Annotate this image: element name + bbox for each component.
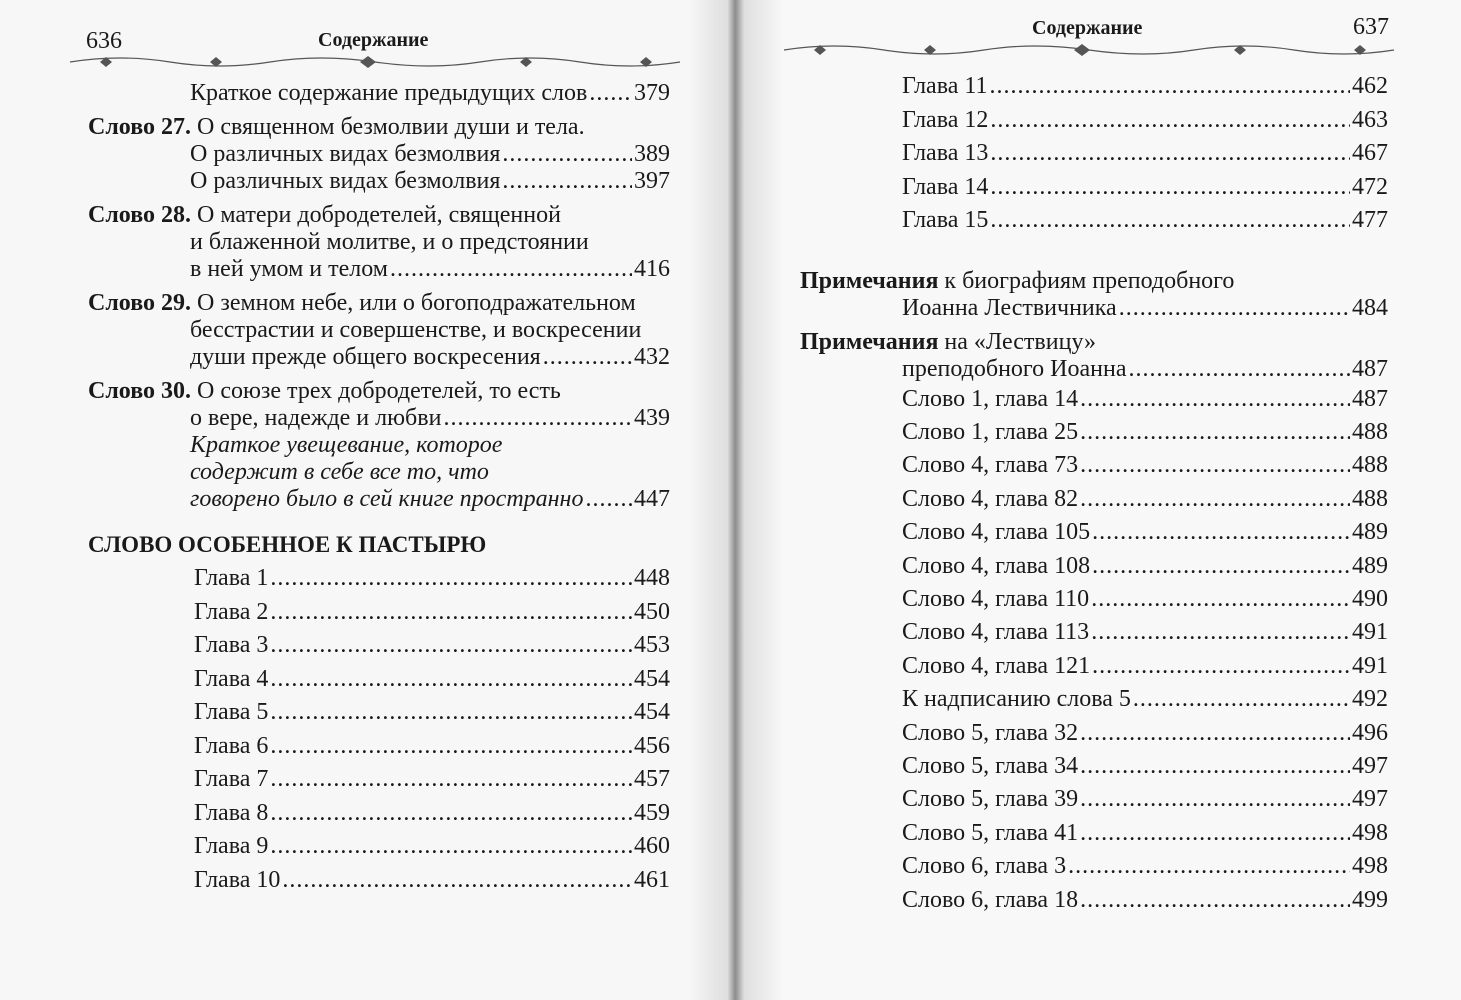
right-page <box>744 0 1461 1000</box>
toc-entry: Глава 12 ..... 463 <box>902 104 1388 138</box>
toc-entry: Глава 8 ..... 459 <box>194 797 670 831</box>
toc-entry: О различных видах безмолвия ..... 397 <box>88 168 670 195</box>
toc-entry: Глава 14 ..... 472 <box>902 171 1388 205</box>
toc-entry: Глава 2 ..... 450 <box>194 596 670 630</box>
book-gutter <box>728 0 744 1000</box>
toc-entry: Слово 5, глава 32 ..... 496 <box>902 717 1388 750</box>
toc-entry: Слово 4, глава 108 ..... 489 <box>902 550 1388 583</box>
toc-right <box>800 70 1388 917</box>
toc-entry: Слово 4, глава 82 ..... 488 <box>902 483 1388 516</box>
toc-entry: Глава 15 ..... 477 <box>902 204 1388 238</box>
page-number: 637 <box>1353 14 1389 40</box>
toc-entry: Глава 4 ..... 454 <box>194 663 670 697</box>
toc-entry-notes-biography: Примечания к биографиям преподобного <box>800 267 1235 294</box>
running-title: Содержание <box>318 29 429 51</box>
page-number: 636 <box>86 28 122 54</box>
toc-entry: Слово 5, глава 41 ..... 498 <box>902 817 1388 850</box>
toc-entry-slovo29: Слово 29. О земном небе, или о богоподражательном <box>88 290 636 316</box>
toc-entry: Слово 4, глава 113 ..... 491 <box>902 616 1388 649</box>
toc-entry: в ней умом и телом ..... 416 <box>88 256 670 283</box>
toc-left: Краткое содержание предыдущих слов ..... 379 Слово 27. О священном безмолвии души и тела. О различных видах безмолвия ..... 389 О различных видах безмолвия ..... 397 Слово 28. О матери добродетелей, священной и блаженной молитве, и о предстоянии в ней умом и телом ..... 416 Слово 29. О земном небе, или о богоподражательном бесстрастии и совершенстве, и воскресении души прежде общего воскресения ..... 432 Слово 30. О союзе трех добродетелей, то есть о вере, надежде и любви ..... 439 Краткое увещевание, которое содержит в себе все то, что говорено было в сей книге пространно ..... 447 СЛОВО ОСОБЕННОЕ К ПАСТЫРЮ Глава 1 ..... 448 Глава 2 ..... 450 Глава 3 ..... 453 Глава 4 ..... 454 Глава 5 ..... 454 Глава 6 ..... 456 Глава 7 ..... 457 Глава 8 ..... 459 Глава 9 ..... 460 Глава 10 ..... 461 <box>88 80 670 897</box>
toc-entry: Глава 13 ..... 467 <box>902 137 1388 171</box>
header-ornament <box>774 38 1404 60</box>
section-title: СЛОВО ОСОБЕННОЕ К ПАСТЫРЮ <box>88 532 487 557</box>
toc-entry: Слово 5, глава 39 ..... 497 <box>902 783 1388 816</box>
toc-entry: говорено было в сей книге пространно ..... 447 <box>88 486 670 513</box>
toc-entry: Слово 4, глава 73 ..... 488 <box>902 449 1388 482</box>
toc-entry: преподобного Иоанна ..... 487 <box>800 356 1388 383</box>
left-page <box>0 0 728 1000</box>
toc-entry: Слово 1, глава 25 ..... 488 <box>902 416 1388 449</box>
toc-entry-slovo28: Слово 28. О матери добродетелей, священной <box>88 202 561 228</box>
toc-entry: Глава 6 ..... 456 <box>194 730 670 764</box>
toc-entry: Глава 9 ..... 460 <box>194 830 670 864</box>
toc-entry: Слово 6, глава 18 ..... 499 <box>902 884 1388 917</box>
toc-entry: души прежде общего воскресения ..... 432 <box>88 344 670 371</box>
toc-entry: Глава 1 ..... 448 <box>194 562 670 596</box>
toc-entry-slovo27: Слово 27. О священном безмолвии души и тела. <box>88 114 585 140</box>
toc-entry: о вере, надежде и любви ..... 439 <box>88 405 670 432</box>
toc-entry: Глава 3 ..... 453 <box>194 629 670 663</box>
toc-entry: Иоанна Лествичника ..... 484 <box>800 295 1388 322</box>
toc-entry: К надписанию слова 5 ..... 492 <box>902 683 1388 716</box>
header-ornament <box>60 50 690 72</box>
toc-entry: Слово 4, глава 105 ..... 489 <box>902 516 1388 549</box>
toc-entry: Слово 4, глава 110 ..... 490 <box>902 583 1388 616</box>
toc-entry: Слово 5, глава 34 ..... 497 <box>902 750 1388 783</box>
toc-entry: Глава 10 ..... 461 <box>194 864 670 898</box>
toc-entry-slovo30: Слово 30. О союзе трех добродетелей, то есть <box>88 378 561 404</box>
chapter-list <box>800 70 1388 238</box>
toc-entry: Слово 6, глава 3 ..... 498 <box>902 850 1388 883</box>
toc-entry: О различных видах безмолвия ..... 389 <box>88 141 670 168</box>
toc-entry: Глава 11 ..... 462 <box>902 70 1388 104</box>
toc-entry: Слово 1, глава 14 ..... 487 <box>902 383 1388 416</box>
toc-entry: Глава 7 ..... 457 <box>194 763 670 797</box>
notes-list <box>800 383 1388 918</box>
toc-entry-notes-ladder: Примечания на «Лествицу» <box>800 328 1097 355</box>
chapter-list <box>88 562 670 897</box>
toc-entry: Слово 4, глава 121 ..... 491 <box>902 650 1388 683</box>
toc-entry: Краткое содержание предыдущих слов ..... 379 <box>88 80 670 107</box>
running-title: Содержание <box>1032 17 1143 39</box>
toc-entry: Глава 5 ..... 454 <box>194 696 670 730</box>
